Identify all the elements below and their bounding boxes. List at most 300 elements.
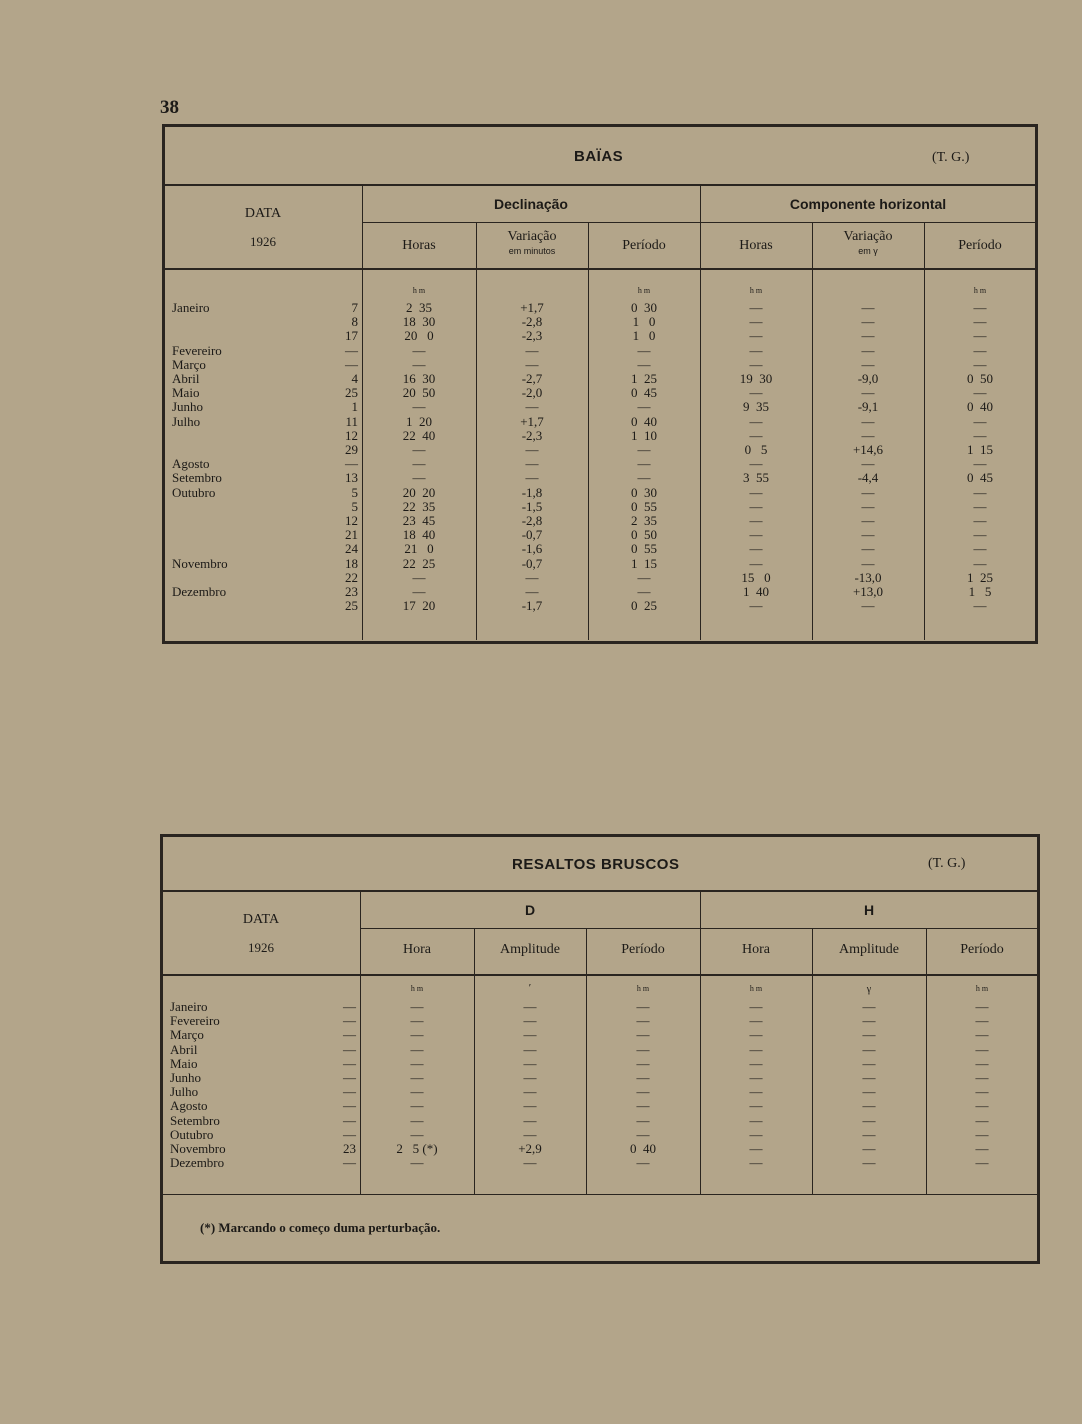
day-cell: — — [345, 342, 358, 358]
unit-hm: h m — [412, 286, 426, 295]
value-cell: — — [975, 1027, 989, 1043]
day-cell: — — [343, 1055, 356, 1071]
unit-hm: h m — [973, 286, 987, 295]
month-label: Março — [172, 356, 206, 372]
resaltos-tg-label: (T. G.) — [928, 856, 966, 871]
value-cell: 1 25 — [631, 371, 657, 386]
value-cell: — — [862, 1070, 876, 1085]
day-cell: 17 — [345, 328, 358, 344]
value-cell: — — [523, 1070, 537, 1085]
month-label: Novembro — [170, 1141, 226, 1156]
value-cell: — — [973, 598, 987, 614]
value-cell: — — [412, 584, 426, 599]
unit-hm: h m — [749, 984, 763, 993]
value-cell: 1 0 — [632, 314, 656, 330]
resaltos-table — [160, 834, 1040, 1264]
value-cell: — — [975, 1098, 989, 1114]
value-cell: — — [973, 498, 987, 514]
day-cell: 22 — [345, 569, 358, 585]
month-label: Julho — [172, 413, 201, 429]
value-cell: — — [410, 1055, 424, 1071]
value-cell: — — [861, 513, 875, 528]
value-cell: — — [412, 470, 426, 486]
value-cell: — — [861, 300, 875, 315]
page-number: 38 — [160, 97, 179, 118]
value-cell: 1 10 — [631, 427, 657, 443]
declinacao-header: Declinação — [494, 196, 568, 212]
value-cell: — — [973, 541, 987, 557]
day-cell: 5 — [351, 498, 358, 514]
baias-tg-label: (T. G.) — [932, 150, 970, 165]
value-cell: — — [410, 999, 424, 1014]
value-cell: — — [861, 356, 875, 372]
value-cell: 21 0 — [404, 541, 434, 557]
day-cell: — — [343, 1112, 356, 1128]
value-cell: — — [861, 328, 875, 344]
month-label: Fevereiro — [172, 342, 222, 358]
day-cell: — — [343, 1013, 356, 1029]
value-cell: 0 55 — [631, 541, 657, 557]
day-cell: — — [343, 1155, 356, 1171]
value-cell: — — [861, 484, 875, 500]
month-label: Novembro — [172, 555, 228, 571]
value-cell: — — [749, 1141, 763, 1156]
month-label: Março — [170, 1027, 204, 1043]
day-cell: 25 — [345, 598, 358, 614]
day-cell: 4 — [351, 371, 358, 386]
value-cell: -9,1 — [857, 399, 879, 415]
day-cell: 1 — [351, 399, 358, 415]
componente-horizontal-header: Componente horizontal — [789, 196, 947, 212]
value-cell: — — [749, 1084, 763, 1100]
day-cell: 12 — [345, 427, 358, 443]
value-cell: 20 20 — [402, 484, 436, 500]
unit-hm: h m — [637, 286, 651, 295]
value-cell: — — [410, 1098, 424, 1114]
value-cell: — — [973, 342, 987, 358]
value-cell: — — [637, 584, 651, 599]
month-label: Junho — [170, 1070, 202, 1085]
value-cell: — — [636, 1126, 650, 1142]
value-cell: — — [637, 569, 651, 585]
value-cell: — — [749, 300, 763, 315]
value-cell: — — [749, 427, 763, 443]
value-cell: 2 5 (*) — [396, 1141, 438, 1156]
value-cell: — — [636, 1041, 650, 1057]
month-label: Junho — [172, 399, 204, 415]
value-cell: — — [749, 1055, 763, 1071]
month-label: Janeiro — [170, 999, 208, 1014]
value-cell: 1 0 — [632, 328, 656, 344]
day-cell: — — [345, 356, 358, 372]
horas-header: Horas — [402, 238, 436, 253]
value-cell: — — [861, 427, 875, 443]
value-cell: — — [862, 1112, 876, 1128]
value-cell: — — [749, 1013, 763, 1029]
rule — [360, 928, 1038, 929]
rule — [162, 974, 1038, 976]
unit-hm: h m — [410, 984, 424, 993]
value-cell: — — [523, 1041, 537, 1057]
value-cell: — — [523, 1027, 537, 1043]
value-cell: +13,0 — [852, 584, 884, 599]
value-cell: — — [412, 356, 426, 372]
month-label: Maio — [172, 385, 200, 401]
day-cell: 24 — [345, 541, 358, 557]
value-cell: — — [861, 413, 875, 429]
value-cell: — — [410, 1126, 424, 1142]
value-cell: 2 35 — [631, 513, 657, 528]
value-cell: — — [975, 1126, 989, 1142]
value-cell: — — [861, 314, 875, 330]
value-cell: — — [973, 555, 987, 571]
value-cell: +14,6 — [852, 442, 884, 457]
value-cell: -4,4 — [857, 470, 879, 486]
value-cell: -2,0 — [521, 385, 543, 401]
value-cell: 18 30 — [402, 314, 436, 330]
resaltos-title: RESALTOS BRUSCOS — [512, 856, 680, 873]
value-cell: — — [975, 1112, 989, 1128]
value-cell: 22 40 — [402, 427, 436, 443]
month-label: Dezembro — [172, 584, 227, 599]
value-cell: — — [412, 442, 426, 457]
unit-hm: h m — [749, 286, 763, 295]
value-cell: — — [973, 328, 987, 344]
month-label: Setembro — [172, 470, 222, 486]
value-cell: — — [410, 1070, 424, 1085]
month-label: Abril — [170, 1041, 198, 1057]
periodo-h-header: Período — [960, 942, 1004, 957]
value-cell: — — [749, 1041, 763, 1057]
value-cell: -0,7 — [521, 527, 543, 543]
data-header: DATA — [242, 912, 280, 927]
value-cell: — — [975, 999, 989, 1014]
value-cell: — — [637, 342, 651, 358]
value-cell: — — [749, 1112, 763, 1128]
value-cell: — — [523, 1098, 537, 1114]
value-cell: — — [410, 1041, 424, 1057]
unit-hm: h m — [975, 984, 989, 993]
value-cell: -2,3 — [521, 427, 543, 443]
value-cell: 1 40 — [743, 584, 769, 599]
value-cell: 1 20 — [406, 413, 432, 429]
value-cell: -2,7 — [521, 371, 543, 386]
unit-gamma: γ — [866, 984, 872, 995]
value-cell: — — [973, 427, 987, 443]
value-cell: 0 50 — [967, 371, 993, 386]
day-cell: 23 — [343, 1141, 356, 1156]
value-cell: 0 40 — [967, 399, 993, 415]
value-cell: — — [749, 356, 763, 372]
value-cell: — — [523, 1013, 537, 1029]
value-cell: — — [862, 1084, 876, 1100]
value-cell: — — [749, 513, 763, 528]
periodo-header: Período — [622, 238, 666, 253]
value-cell: 3 55 — [743, 470, 769, 486]
value-cell: — — [412, 342, 426, 358]
value-cell: 0 30 — [631, 484, 657, 500]
value-cell: — — [861, 598, 875, 614]
value-cell: — — [975, 1155, 989, 1171]
value-cell: — — [973, 413, 987, 429]
day-cell: 5 — [351, 484, 358, 500]
year-header: 1926 — [248, 940, 274, 955]
day-cell: 13 — [345, 470, 358, 486]
value-cell: 1 5 — [968, 584, 992, 599]
value-cell: — — [637, 399, 651, 415]
value-cell: 22 35 — [402, 498, 436, 514]
rule — [362, 222, 1036, 223]
value-cell: — — [973, 385, 987, 401]
value-cell: 0 30 — [631, 300, 657, 315]
value-cell: — — [975, 1013, 989, 1029]
value-cell: — — [525, 399, 539, 415]
value-cell: — — [973, 314, 987, 330]
value-cell: -9,0 — [857, 371, 879, 386]
value-cell: +1,7 — [520, 300, 544, 315]
day-cell: — — [343, 1027, 356, 1043]
value-cell: — — [749, 1155, 763, 1171]
value-cell: — — [973, 300, 987, 315]
value-cell: -1,7 — [521, 598, 543, 614]
value-cell: — — [861, 541, 875, 557]
value-cell: — — [749, 328, 763, 344]
value-cell: — — [975, 1084, 989, 1100]
value-cell: -1,6 — [521, 541, 543, 557]
value-cell: +2,9 — [518, 1141, 542, 1156]
value-cell: — — [861, 555, 875, 571]
day-cell: — — [343, 1084, 356, 1100]
value-cell: 15 0 — [741, 569, 771, 585]
day-cell: 12 — [345, 513, 358, 528]
data-header: DATA — [244, 206, 282, 221]
variacao-gamma-header: Variação em γ — [843, 229, 893, 256]
value-cell: — — [749, 342, 763, 358]
day-cell: — — [343, 1070, 356, 1085]
value-cell: — — [523, 1155, 537, 1171]
value-cell: 0 45 — [967, 470, 993, 486]
amplitude-header: Amplitude — [500, 942, 560, 957]
value-cell: — — [636, 1098, 650, 1114]
value-cell: — — [749, 541, 763, 557]
value-cell: — — [749, 456, 763, 472]
value-cell: — — [749, 484, 763, 500]
value-cell: — — [637, 356, 651, 372]
rule — [164, 184, 1036, 186]
value-cell: — — [862, 1027, 876, 1043]
value-cell: — — [975, 1041, 989, 1057]
value-cell: — — [410, 1155, 424, 1171]
value-cell: 0 5 — [744, 442, 768, 457]
hora-h-header: Hora — [742, 942, 770, 957]
rule — [162, 1194, 1038, 1195]
value-cell: — — [636, 1013, 650, 1029]
baias-table — [162, 124, 1038, 644]
value-cell: — — [636, 1070, 650, 1085]
value-cell: — — [862, 1041, 876, 1057]
value-cell: — — [637, 456, 651, 472]
value-cell: — — [861, 527, 875, 543]
month-label: Agosto — [170, 1098, 208, 1114]
amplitude-h-header: Amplitude — [839, 942, 899, 957]
value-cell: — — [412, 456, 426, 472]
day-cell: 25 — [345, 385, 358, 401]
value-cell: — — [523, 1084, 537, 1100]
month-label: Abril — [172, 371, 200, 386]
value-cell: — — [973, 356, 987, 372]
value-cell: — — [410, 1112, 424, 1128]
month-label: Setembro — [170, 1112, 220, 1128]
value-cell: — — [636, 1084, 650, 1100]
day-cell: — — [343, 1041, 356, 1057]
value-cell: 9 35 — [743, 399, 769, 415]
value-cell: 23 45 — [402, 513, 436, 528]
value-cell: — — [412, 399, 426, 415]
value-cell: — — [523, 1126, 537, 1142]
value-cell: — — [637, 470, 651, 486]
value-cell: 20 0 — [404, 328, 434, 344]
value-cell: -0,7 — [521, 555, 543, 571]
value-cell: -1,8 — [521, 484, 543, 500]
day-cell: — — [343, 1126, 356, 1142]
value-cell: 17 20 — [402, 598, 436, 614]
value-cell: — — [525, 442, 539, 457]
h-header: H — [863, 902, 875, 918]
value-cell: — — [862, 1013, 876, 1029]
value-cell: — — [749, 527, 763, 543]
variacao-minutos-header: Variação em minutos — [507, 229, 557, 256]
value-cell: 18 40 — [402, 527, 436, 543]
value-cell: — — [636, 1027, 650, 1043]
value-cell: 1 15 — [967, 442, 993, 457]
value-cell: -2,8 — [521, 314, 543, 330]
value-cell: — — [862, 1055, 876, 1071]
value-cell: — — [749, 498, 763, 514]
value-cell: — — [749, 598, 763, 614]
value-cell: — — [523, 1112, 537, 1128]
value-cell: — — [749, 314, 763, 330]
value-cell: — — [525, 584, 539, 599]
day-cell: 23 — [345, 584, 358, 599]
value-cell: 0 40 — [630, 1141, 656, 1156]
value-cell: — — [975, 1141, 989, 1156]
value-cell: — — [749, 1027, 763, 1043]
horas-h-header: Horas — [739, 238, 773, 253]
value-cell: 0 50 — [631, 527, 657, 543]
value-cell: — — [410, 1084, 424, 1100]
value-cell: — — [637, 442, 651, 457]
value-cell: — — [749, 413, 763, 429]
value-cell: — — [973, 484, 987, 500]
day-cell: 8 — [351, 314, 358, 330]
value-cell: — — [525, 470, 539, 486]
month-label: Agosto — [172, 456, 210, 472]
month-label: Maio — [170, 1055, 198, 1071]
value-cell: 1 25 — [967, 569, 993, 585]
value-cell: — — [525, 342, 539, 358]
value-cell: — — [973, 527, 987, 543]
month-label: Julho — [170, 1084, 199, 1100]
value-cell: -1,5 — [521, 498, 543, 514]
value-cell: — — [523, 999, 537, 1014]
value-cell: — — [862, 999, 876, 1014]
value-cell: — — [973, 513, 987, 528]
value-cell: — — [749, 1070, 763, 1085]
month-label: Outubro — [170, 1126, 214, 1142]
d-header: D — [524, 902, 536, 918]
value-cell: 1 15 — [631, 555, 657, 571]
value-cell: — — [749, 385, 763, 401]
month-label: Dezembro — [170, 1155, 225, 1171]
baias-title: BAÏAS — [574, 148, 624, 165]
month-label: Fevereiro — [170, 1013, 220, 1029]
unit-minutes: ′ — [528, 982, 532, 994]
footnote: (*) Marcando o começo duma perturbação. — [200, 1220, 441, 1235]
value-cell: — — [973, 456, 987, 472]
rule — [164, 268, 1036, 270]
value-cell: — — [861, 456, 875, 472]
value-cell: 19 30 — [739, 371, 773, 386]
day-cell: — — [345, 456, 358, 472]
value-cell: — — [410, 1027, 424, 1043]
value-cell: — — [861, 342, 875, 358]
unit-hm: h m — [636, 984, 650, 993]
month-label: Outubro — [172, 484, 216, 500]
rule — [162, 890, 1038, 892]
day-cell: 11 — [345, 413, 358, 429]
day-cell: 18 — [345, 555, 358, 571]
value-cell: 0 40 — [631, 413, 657, 429]
value-cell: — — [749, 1126, 763, 1142]
value-cell: — — [523, 1055, 537, 1071]
value-cell: — — [525, 569, 539, 585]
value-cell: 0 25 — [631, 598, 657, 614]
value-cell: — — [975, 1055, 989, 1071]
value-cell: — — [636, 999, 650, 1014]
value-cell: — — [862, 1098, 876, 1114]
value-cell: — — [862, 1155, 876, 1171]
value-cell: -2,3 — [521, 328, 543, 344]
hora-header: Hora — [403, 942, 431, 957]
value-cell: — — [636, 1112, 650, 1128]
month-label: Janeiro — [172, 300, 210, 315]
value-cell: — — [412, 569, 426, 585]
value-cell: — — [861, 498, 875, 514]
value-cell: 16 30 — [402, 371, 436, 386]
periodo-h-header: Período — [958, 238, 1002, 253]
value-cell: — — [749, 555, 763, 571]
year-header: 1926 — [250, 234, 276, 249]
day-cell: 29 — [345, 442, 358, 457]
value-cell: — — [861, 385, 875, 401]
day-cell: — — [343, 999, 356, 1014]
value-cell: — — [975, 1070, 989, 1085]
value-cell: — — [525, 456, 539, 472]
day-cell: — — [343, 1098, 356, 1114]
value-cell: 0 55 — [631, 498, 657, 514]
day-cell: 7 — [351, 300, 358, 315]
value-cell: — — [749, 1098, 763, 1114]
value-cell: — — [862, 1141, 876, 1156]
value-cell: 22 25 — [402, 555, 436, 571]
value-cell: — — [525, 356, 539, 372]
value-cell: -13,0 — [854, 569, 882, 585]
value-cell: 20 50 — [402, 385, 436, 401]
value-cell: -2,8 — [521, 513, 543, 528]
periodo-header: Período — [621, 942, 665, 957]
day-cell: 21 — [345, 527, 358, 543]
value-cell: 2 35 — [406, 300, 432, 315]
